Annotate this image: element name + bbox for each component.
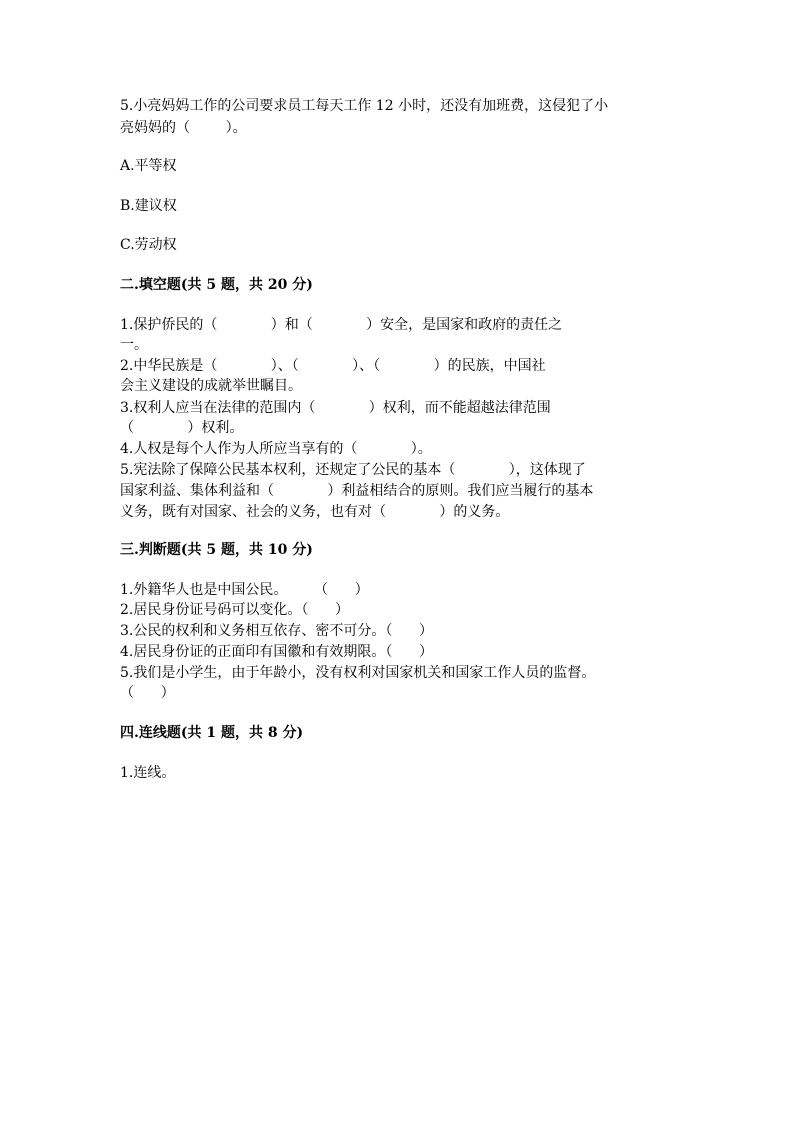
- matching-heading: 四.连线题(共 1 题，共 8 分): [120, 725, 304, 741]
- question-5-line-1: 5.小亮妈妈工作的公司要求员工每天工作 12 小时，还没有加班费，这侵犯了小: [120, 98, 609, 114]
- fill-in-line: 5.宪法除了保障公民基本权利，还规定了公民的基本（ ），这体现了: [120, 462, 586, 478]
- option-c: C.劳动权: [120, 237, 177, 253]
- matching-line: 1.连线。: [120, 765, 176, 781]
- option-a: A.平等权: [120, 158, 177, 174]
- fill-in-line: 3.权利人应当在法律的范围内（ ）权利，而不能超越法律范围: [120, 400, 551, 416]
- fill-in-line: 4.人权是每个人作为人所应当享有的（ ）。: [120, 441, 432, 457]
- fill-in-line: 义务，既有对国家、社会的义务，也有对（ ）的义务。: [120, 504, 510, 520]
- true-false-line: 3.公民的权利和义务相互依存、密不可分。（ ）: [120, 623, 434, 639]
- fill-in-line: （ ）权利。: [120, 420, 244, 436]
- fill-in-heading: 二.填空题(共 5 题，共 20 分): [120, 277, 313, 293]
- fill-in-line: 2.中华民族是（ ）、（ ）、（ ）的民族，中国社: [120, 358, 546, 374]
- true-false-line: （ ）: [120, 685, 175, 701]
- true-false-line: 1.外籍华人也是中国公民。 （ ）: [120, 582, 369, 598]
- true-false-line: 5.我们是小学生，由于年龄小，没有权利对国家机关和国家工作人员的监督。: [120, 665, 596, 681]
- true-false-heading: 三.判断题(共 5 题，共 10 分): [120, 542, 313, 558]
- fill-in-line: 1.保护侨民的（ ）和（ ）安全，是国家和政府的责任之: [120, 317, 563, 333]
- option-b: B.建议权: [120, 198, 177, 214]
- fill-in-line: 国家利益、集体利益和（ ）利益相结合的原则。我们应当履行的基本: [120, 483, 594, 499]
- fill-in-line: 会主义建设的成就举世瞩目。: [120, 378, 302, 394]
- true-false-line: 4.居民身份证的正面印有国徽和有效期限。（ ）: [120, 644, 434, 660]
- true-false-line: 2.居民身份证号码可以变化。（ ）: [120, 602, 350, 618]
- fill-in-line: 一。: [120, 337, 148, 353]
- question-5-line-2: 亮妈妈的（ ）。: [120, 120, 247, 136]
